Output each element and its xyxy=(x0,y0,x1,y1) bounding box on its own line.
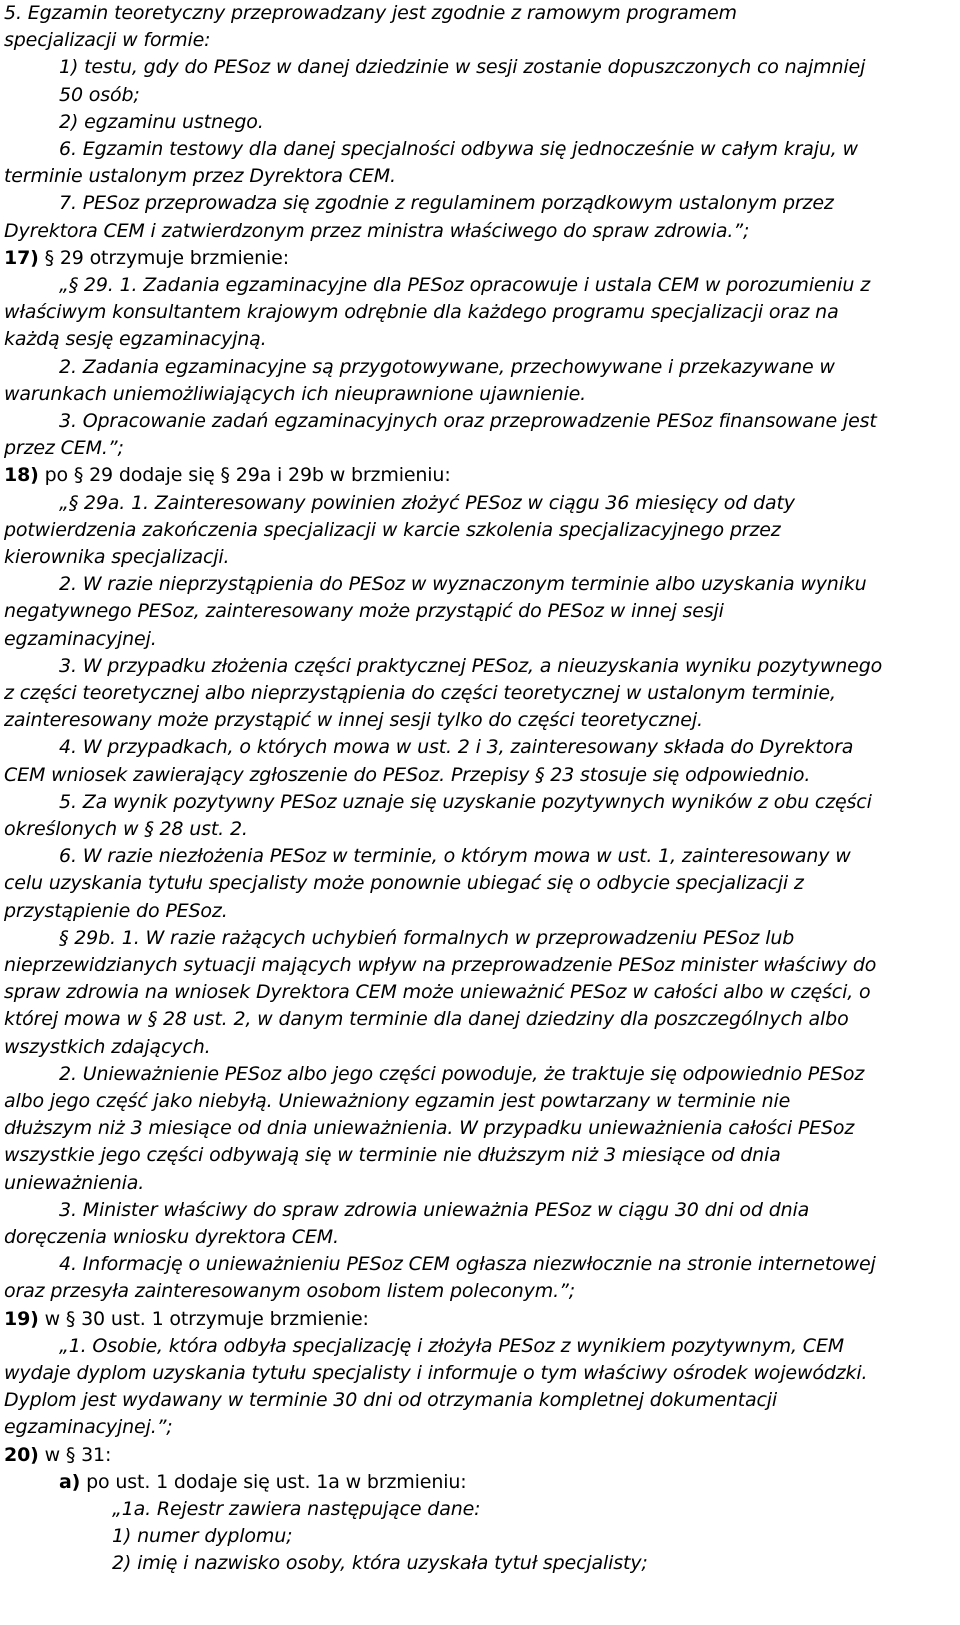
text-line xyxy=(4,952,876,978)
line-text: Dyplom jest wydawany w terminie 30 dni od otrzymania kompletnej dokumentacji xyxy=(4,1389,778,1412)
text-line xyxy=(59,109,264,135)
line-text: terminie ustalonym przez Dyrektora CEM. xyxy=(4,165,396,188)
item-number: 20) xyxy=(4,1443,39,1466)
line-text: 7. PESoz przeprowadza się zgodnie z regulaminem porządkowym ustalonym przez xyxy=(59,192,834,215)
line-text: wszystkie jego części odbywają się w terminie nie dłuższym niż 3 miesiące od dnia xyxy=(4,1144,781,1167)
line-text: wydaje dyplom uzyskania tytułu specjalisty i informuje o tym właściwy ośrodek wojewódzki. xyxy=(4,1362,868,1384)
text-line xyxy=(4,626,157,652)
line-text: warunkach uniemożliwiających ich nieuprawnione ujawnienie. xyxy=(4,382,587,405)
text-line xyxy=(4,1360,867,1386)
text-line xyxy=(59,1251,876,1277)
text-line xyxy=(4,462,451,488)
item-number: 17) xyxy=(4,246,39,269)
line-text: wszystkich zdających. xyxy=(4,1035,211,1058)
line-text: CEM wniosek zawierający zgłoszenie do PESoz. Przepisy § 23 stosuje się odpowiednio. xyxy=(4,763,811,786)
text-line xyxy=(4,0,737,26)
line-text: albo jego część jako niebyłą. Unieważniony egzamin jest powtarzany w terminie nie xyxy=(4,1090,791,1112)
line-text: egzaminacyjnej. xyxy=(4,627,157,650)
text-line xyxy=(4,1278,575,1304)
text-line xyxy=(59,190,834,216)
line-text: „1a. Rejestr zawiera następujące dane: xyxy=(112,1498,481,1520)
text-line xyxy=(4,381,586,407)
line-text: w § 30 ust. 1 otrzymuje brzmienie: xyxy=(38,1307,369,1330)
line-text: 2. Zadania egzaminacyjne są przygotowywane, przechowywane i przekazywane w xyxy=(59,355,835,378)
text-line xyxy=(112,1496,480,1522)
line-text: 2. Unieważnienie PESoz albo jego części powoduje, że traktuje się odpowiednio PESoz xyxy=(59,1062,865,1085)
line-text: kierownika specjalizacji. xyxy=(4,546,230,568)
text-line xyxy=(4,707,703,733)
text-line xyxy=(4,1414,173,1440)
text-line xyxy=(4,979,871,1005)
line-text: przez CEM.”; xyxy=(4,437,124,460)
line-text: „§ 29. 1. Zadania egzaminacyjne dla PESoz opracowuje i ustala CEM w porozumieniu z xyxy=(59,274,871,296)
line-text: egzaminacyjnej.”; xyxy=(4,1416,173,1439)
line-text: „1. Osobie, która odbyła specjalizację i złożyła PESoz z wynikiem pozytywnym, CEM xyxy=(59,1334,844,1357)
text-line xyxy=(59,1469,467,1495)
text-line xyxy=(59,54,865,80)
text-line xyxy=(59,490,795,516)
line-text: przystąpienie do PESoz. xyxy=(4,899,228,922)
line-text: 4. W przypadkach, o których mowa w ust. 2 i 3, zainteresowany składa do Dyrektora xyxy=(59,736,854,759)
text-line xyxy=(59,653,882,679)
line-text: 3. W przypadku złożenia części praktycznej PESoz, a nieuzyskania wyniku pozytywnego xyxy=(59,654,883,677)
line-text: 3. Opracowanie zadań egzaminacyjnych oraz przeprowadzenie PESoz finansowane jest xyxy=(59,410,877,432)
line-text: której mowa w § 28 ust. 2, w danym terminie dla danej dziedziny dla poszczególnych albo xyxy=(4,1008,849,1031)
text-line xyxy=(59,272,870,298)
item-number: 18) xyxy=(4,464,39,487)
text-line xyxy=(4,1088,790,1114)
text-line xyxy=(59,354,835,380)
text-line xyxy=(59,136,858,162)
line-text: po § 29 dodaje się § 29a i 29b w brzmieniu: xyxy=(38,464,451,487)
text-line xyxy=(4,326,267,352)
line-text: dłuższym niż 3 miesiące od dnia unieważnienia. W przypadku unieważnienia całości PESoz xyxy=(4,1117,855,1140)
text-line xyxy=(4,27,210,53)
text-line xyxy=(4,816,248,842)
line-text: celu uzyskania tytułu specjalisty może ponownie ubiegać się o odbycie specjalizacji z xyxy=(4,872,804,895)
text-line xyxy=(4,598,724,624)
text-line xyxy=(4,245,289,271)
line-text: 2) imię i nazwisko osoby, która uzyskała tytuł specjalisty; xyxy=(112,1552,648,1575)
text-line xyxy=(59,1197,809,1223)
text-line xyxy=(4,517,781,543)
text-line xyxy=(59,789,872,815)
text-line xyxy=(4,898,228,924)
text-line xyxy=(4,218,749,244)
line-text: § 29 otrzymuje brzmienie: xyxy=(38,246,289,269)
line-text: z części teoretycznej albo nieprzystąpienia do części teoretycznej w ustalonym terminie, xyxy=(4,682,836,704)
line-text: zainteresowany może przystąpić w innej sesji tylko do części teoretycznej. xyxy=(4,709,703,732)
text-line xyxy=(4,1034,210,1060)
text-line xyxy=(4,1142,781,1168)
line-text: 2. W razie nieprzystąpienia do PESoz w wyznaczonym terminie albo uzyskania wyniku xyxy=(59,573,867,596)
line-text: unieważnienia. xyxy=(4,1171,145,1194)
text-line xyxy=(59,925,794,951)
line-text: każdą sesję egzaminacyjną. xyxy=(4,328,267,351)
text-line xyxy=(59,408,877,434)
line-text: 5. Egzamin teoretyczny przeprowadzany jest zgodnie z ramowym programem xyxy=(4,2,737,24)
line-text: potwierdzenia zakończenia specjalizacji w karcie szkolenia specjalizacyjnego przez xyxy=(4,518,781,541)
line-text: 50 osób; xyxy=(59,83,140,106)
text-line xyxy=(59,843,851,869)
text-line xyxy=(4,680,836,706)
line-text: 5. Za wynik pozytywny PESoz uznaje się uzyskanie pozytywnych wyników z obu części xyxy=(59,790,872,813)
line-text: Dyrektora CEM i zatwierdzonym przez ministra właściwego do spraw zdrowia.”; xyxy=(4,219,750,242)
line-text: 1) testu, gdy do PESoz w danej dziedzinie w sesji zostanie dopuszczonych co najmniej xyxy=(59,56,866,79)
line-text: właściwym konsultantem krajowym odrębnie dla każdego programu specjalizacji oraz na xyxy=(4,301,839,324)
line-text: doręczenia wniosku dyrektora CEM. xyxy=(4,1226,339,1248)
text-line xyxy=(4,762,810,788)
text-line xyxy=(4,435,124,461)
text-line xyxy=(4,1387,777,1413)
text-line xyxy=(4,299,839,325)
line-text: 4. Informację o unieważnieniu PESoz CEM ogłasza niezwłocznie na stronie internetowej xyxy=(59,1253,876,1276)
text-line xyxy=(4,1115,854,1141)
line-text: 3. Minister właściwy do spraw zdrowia unieważnia PESoz w ciągu 30 dni od dnia xyxy=(59,1198,810,1221)
text-line xyxy=(112,1550,648,1576)
line-text: 6. Egzamin testowy dla danej specjalności odbywa się jednocześnie w całym kraju, w xyxy=(59,138,858,160)
line-text: nieprzewidzianych sytuacji mających wpływ na przeprowadzenie PESoz minister właściwy do xyxy=(4,954,877,976)
text-line xyxy=(4,163,396,189)
line-text: „§ 29a. 1. Zainteresowany powinien złożyć PESoz w ciągu 36 miesięcy od daty xyxy=(59,491,795,514)
line-text: 1) numer dyplomu; xyxy=(112,1525,293,1548)
line-text: spraw zdrowia na wniosek Dyrektora CEM może unieważnić PESoz w całości albo w części, o xyxy=(4,981,871,1004)
text-line xyxy=(4,544,229,570)
text-line xyxy=(4,1442,111,1468)
line-text: negatywnego PESoz, zainteresowany może przystąpić do PESoz w innej sesji xyxy=(4,600,724,623)
text-line xyxy=(4,1224,339,1250)
line-text: 2) egzaminu ustnego. xyxy=(59,110,264,133)
text-line xyxy=(59,734,853,760)
line-text: oraz przesyła zainteresowanym osobom listem poleconym.”; xyxy=(4,1280,575,1303)
item-number: 19) xyxy=(4,1307,39,1330)
text-line xyxy=(4,1006,849,1032)
text-line xyxy=(112,1523,292,1549)
line-text: w § 31: xyxy=(38,1443,112,1466)
text-line xyxy=(59,82,140,108)
line-text: § 29b. 1. W razie rażących uchybień formalnych w przeprowadzeniu PESoz lub xyxy=(59,926,795,949)
text-line xyxy=(59,1333,844,1359)
line-text: specjalizacji w formie: xyxy=(4,29,211,52)
line-text: określonych w § 28 ust. 2. xyxy=(4,818,248,840)
text-line xyxy=(4,1306,369,1332)
text-line xyxy=(59,1061,864,1087)
text-line xyxy=(4,1170,144,1196)
text-line xyxy=(59,571,867,597)
line-text: 6. W razie niezłożenia PESoz w terminie, o którym mowa w ust. 1, zainteresowany w xyxy=(59,845,851,868)
text-line xyxy=(4,870,804,896)
line-text: po ust. 1 dodaje się ust. 1a w brzmieniu: xyxy=(80,1470,467,1493)
item-number: a) xyxy=(59,1470,81,1493)
